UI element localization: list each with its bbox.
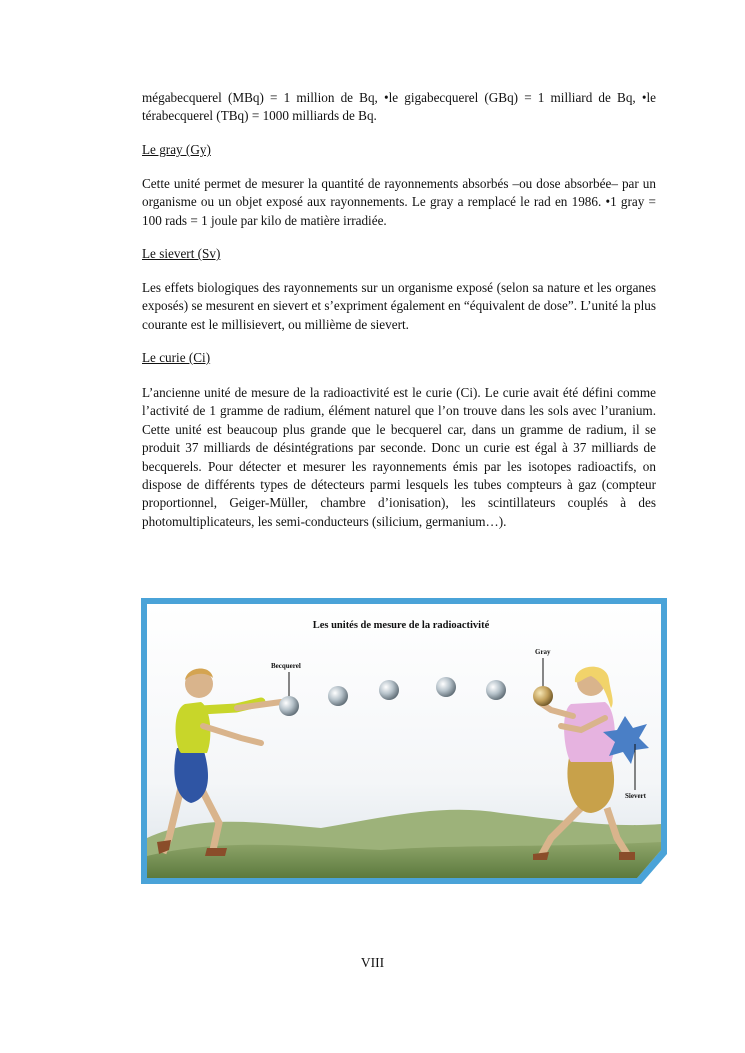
radioactivity-units-figure — [141, 598, 667, 884]
ball-5 — [486, 680, 506, 700]
curie-paragraph: L’ancienne unité de mesure de la radioactivité est le curie (Ci). Le curie avait été défini comme l’activité de 1 gramme de radium, élément naturel que l’on trouve dans les sols avec l’uranium. Cette unité est beaucoup plus grande que le becquerel car, dans un gramme de radium, il se produit 37 milliards de désintégrations par seconde. Donc un curie est égal à 37 milliards de becquerels. Pour détecter et mesurer les rayonnements émis par les isotopes radioactifs, on dispose de différents types de détecteurs parmi lesquels les tubes compteurs à gaz (compteur proportionnel, Geiger-Müller, chambre d’ionisation), les scintillateurs couplés à des photomultiplicateurs, les semi-conducteurs (silicium, germanium…). — [142, 385, 656, 529]
ball-3 — [379, 680, 399, 700]
sievert-paragraph: Les effets biologiques des rayonnements sur un organisme exposé (selon sa nature et les organes exposés) se mesurent en sievert et s’expriment également en “équivalent de dose”. L’unité la plus courante est le millisievert, ou millième de sievert. — [142, 280, 657, 332]
gray-heading: Le gray (Gy) — [142, 142, 211, 157]
sievert-label: Sievert — [625, 792, 646, 800]
intro-paragraph: mégabecquerel (MBq) = 1 million de Bq, •le gigabecquerel (GBq) = 1 milliard de Bq, •le térabecquerel (TBq) = 1000 milliards de Bq. — [142, 90, 656, 124]
ball-4 — [436, 677, 456, 697]
becquerel-label: Becquerel — [271, 662, 301, 670]
figure-title: Les unités de mesure de la radioactivité — [312, 620, 490, 631]
figure-illustration — [141, 598, 667, 884]
ball-2 — [328, 686, 348, 706]
gray-ball — [533, 686, 553, 706]
gray-label: Gray — [535, 648, 551, 656]
sievert-heading: Le sievert (Sv) — [142, 246, 221, 261]
gray-paragraph: Cette unité permet de mesurer la quantité de rayonnements absorbés –ou dose absorbée– par un organisme ou un objet exposé aux rayonnements. Le gray a remplacé le rad en 1986. •1 gray = 100 rads = 1 joule par kilo de matière irradiée. — [142, 176, 656, 228]
ball-1 — [279, 696, 299, 716]
page-number: VIII — [360, 955, 385, 970]
curie-heading: Le curie (Ci) — [142, 350, 211, 365]
